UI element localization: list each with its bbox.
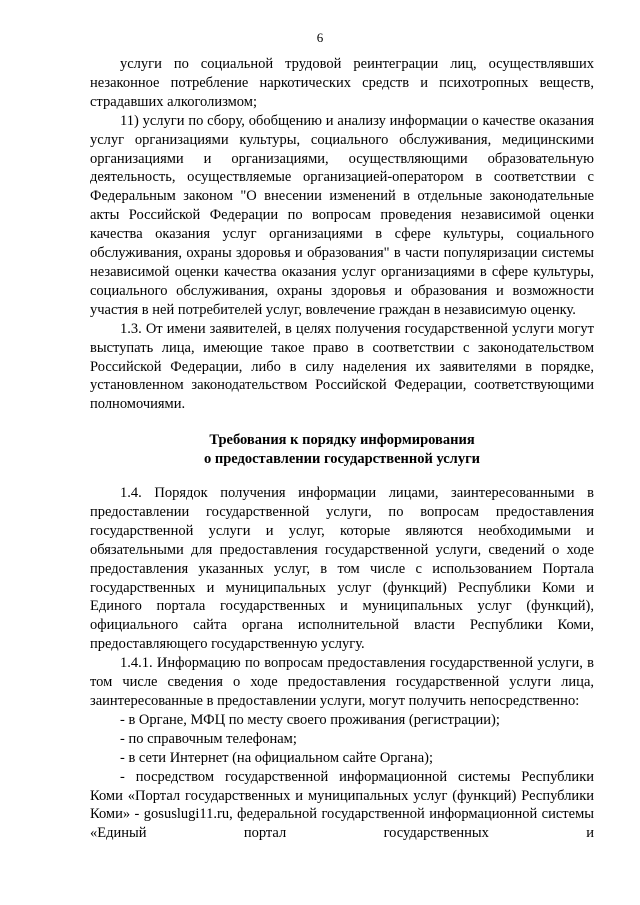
list-item: - по справочным телефонам; (120, 730, 297, 747)
heading-line-2: о предоставлении государственной услуги (203, 451, 481, 467)
paragraph-item-11: 11) услуги по сбору, обобщению и анализу информации о качестве оказания услуг организациями культуры, социального обслуживания, медицинскими организациями и организациями, осуществляющими образовательную деятельность, осуществляемые организацией-оператором в соответствии с Федеральным законом "О внесении изменений в отдельные законодательные акты Российской Федерации по вопросам проведения независимой оценки качества оказания услуг организациями в сфере культуры, социального обслуживания, охраны здоровья и образования" в части популяризации системы независимой оценки качества оказания услуг организациями в сфере культуры, социального обслуживания, охраны здоровья и образования и возможности участия в ней потребителей услуг, вовлечение граждан в независимую оценку. (90, 112, 594, 318)
section-heading (90, 431, 594, 469)
heading-line-1: Требования к порядку информирования (209, 432, 475, 448)
body-section-services (90, 55, 594, 414)
paragraph-1-4-1: 1.4.1. Информацию по вопросам предоставления государственной услуги, в том числе сведения о ходе предоставления государственной услуги лица, заинтересованные в предоставлении услуги, могут получить непосредственно: (90, 655, 594, 709)
list-item: - в Органе, МФЦ по месту своего проживания (регистрации); (120, 711, 500, 728)
paragraph-reintegration-services: услуги по социальной трудовой реинтеграции лиц, осуществлявших незаконное потребление наркотических средств и психотропных веществ, страдавших алкоголизмом; (90, 56, 594, 110)
list-item: - в сети Интернет (на официальном сайте Органа); (120, 749, 433, 766)
page-number: 6 (316, 30, 324, 45)
body-section-informing (90, 484, 594, 843)
list-item: - посредством государственной информационной системы Республики Коми «Портал государственных и муниципальных услуг (функций) Республики Коми» - gosuslugi11.ru, федеральной государственной информационной системы «Единый портал государственных и (90, 768, 594, 842)
paragraph-1-3: 1.3. От имени заявителей, в целях получения государственной услуги могут выступать лица, имеющие такое право в соответствии с законодательством Российской Федерации, либо в силу наделения их заявителями в порядке, установленном законодательством Российской Федерации, соответствующими полномочиями. (90, 320, 594, 413)
paragraph-1-4: 1.4. Порядок получения информации лицами, заинтересованными в предоставлении государственной услуги, по вопросам предоставления государственной услуги и услуг, которые являются необходимыми и обязательными для предоставления государственной услуги, сведений о ходе предоставления указанных услуг, в том числе с использованием Портала государственных и муниципальных услуг (функций) Республики Коми и Единого портала государственных и муниципальных услуг (функций), официального сайта органа исполнительной власти Республики Коми, предоставляющего государственную услугу. (90, 485, 594, 653)
